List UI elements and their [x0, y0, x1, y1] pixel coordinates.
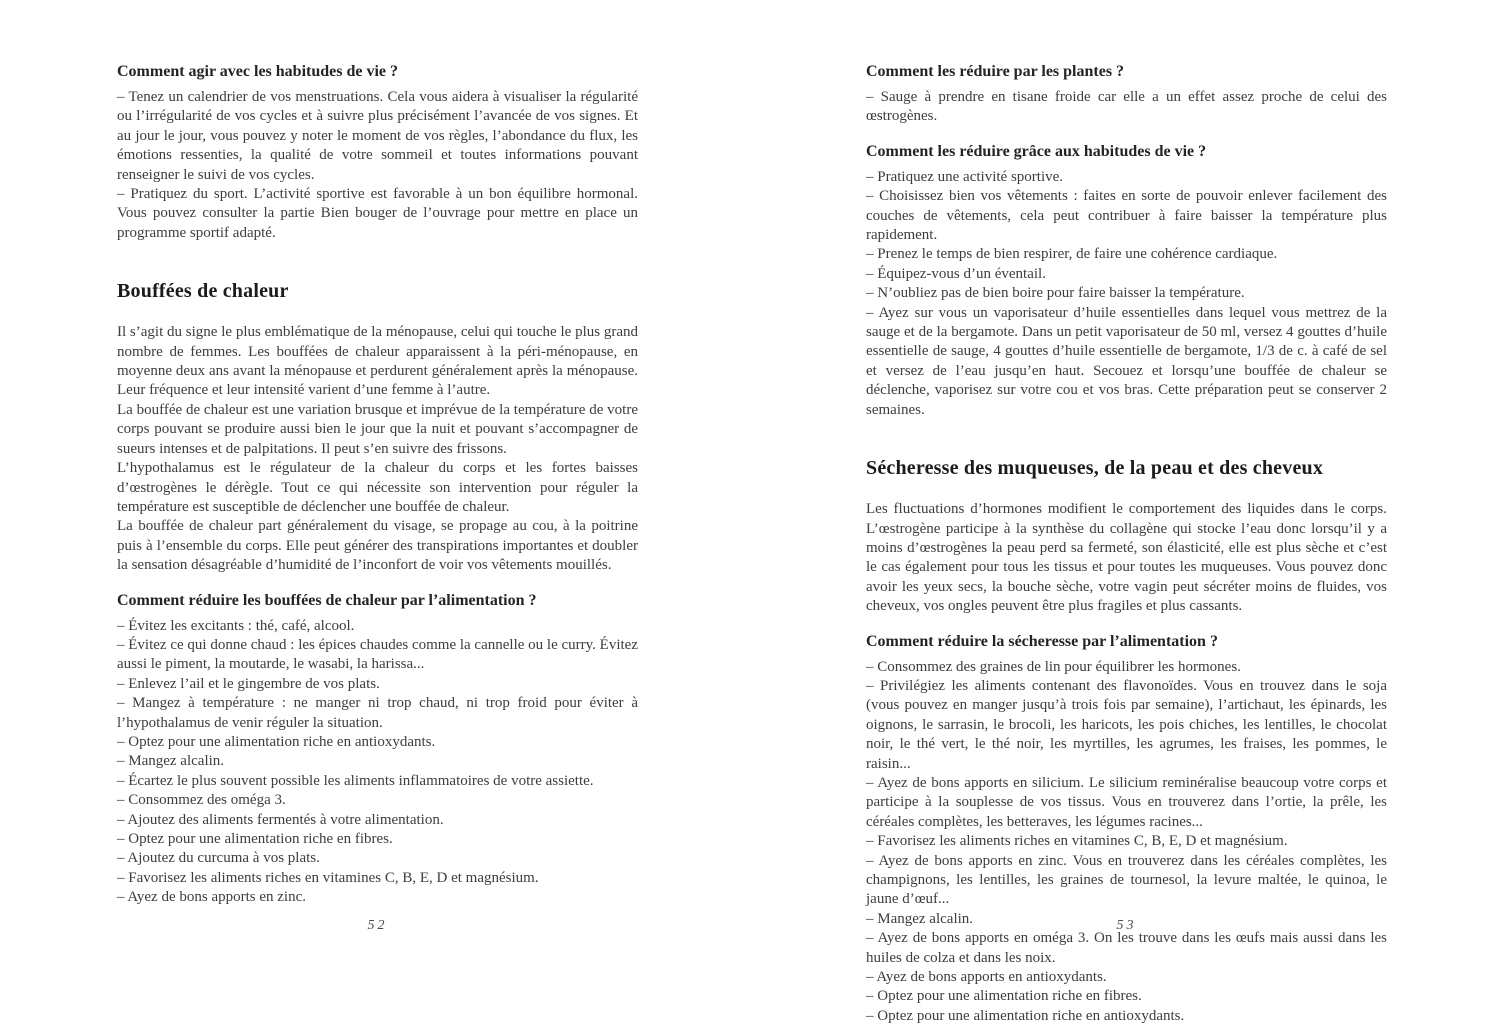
- list-item: – Optez pour une alimentation riche en fibres.: [117, 831, 393, 847]
- list-item: – Optez pour une alimentation riche en antioxydants.: [866, 1007, 1185, 1024]
- section-heading-habits: Comment les réduire grâce aux habitudes de vie ?: [866, 142, 1207, 160]
- page-number-right: 53: [1116, 918, 1137, 933]
- list-item: – Optez pour une alimentation riche en antioxydants.: [117, 733, 436, 750]
- paragraph: La bouffée de chaleur part généralement du visage, se propage au cou, à la poitrine puis à l’ensemble du corps. Elle peut générer des transpirations importantes et doubler la sensation désagréable d’humidité de l’inconfort de voir vos vêtements mouillés.: [117, 518, 638, 574]
- page-number-left: 52: [367, 918, 388, 933]
- list-item: – Évitez les excitants : thé, café, alcool.: [117, 617, 355, 634]
- list-item: – Privilégiez les aliments contenant des flavonoïdes. Vous en trouvez dans le soja (vous pouvez en manger jusqu’à trois fois par semaine), l’artichaut, les épinards, les oignons, le sarrasin, le brocoli, les haricots, les pois chiches, les lentilles, le chocolat noir, le thé vert, le thé noir, les myrtilles, les agrumes, les fraises, les pommes, le raisin...: [866, 677, 1387, 772]
- list-item: – Ayez de bons apports en zinc. Vous en trouverez dans les céréales complètes, les champignons, les lentilles, les graines de tournesol, la levure maltée, le quinoa, le jaune d’œuf...: [866, 852, 1387, 908]
- list-item: – Consommez des graines de lin pour équilibrer les hormones.: [866, 658, 1241, 675]
- list-item: – Prenez le temps de bien respirer, de faire une cohérence cardiaque.: [866, 246, 1278, 263]
- paragraph: Les fluctuations d’hormones modifient le comportement des liquides dans le corps. L’œstrogène participe à la synthèse du collagène qui stocke l’eau donc lorsqu’il y a moins d’œstrogènes la peau perd sa fermeté, son élasticité, elle est plus sèche et c’est le cas également pour tous les tissus et pour toutes les muqueuses. Vous pouvez donc avoir les yeux secs, la bouche sèche, votre vagin peut sécréter moins de fluides, vos cheveux, vos ongles peuvent être plus fragiles et plus cassants.: [866, 501, 1387, 615]
- list-item: – Ayez de bons apports en silicium. Le silicium reminéralise beaucoup votre corps et participe à la souplesse de vos tissus. Vous en trouverez dans l’ortie, la prêle, les céréales complètes, les betteraves, les légumes racines...: [866, 774, 1387, 830]
- paragraph: Il s’agit du signe le plus emblématique de la ménopause, celui qui touche le plus grand nombre de femmes. Les bouffées de chaleur apparaissent à la péri-ménopause, en moyenne deux ans avant la ménopause et perdurent généralement après la ménopause. Leur fréquence et leur intensité varient d’une femme à l’autre.: [117, 324, 638, 399]
- paragraph: La bouffée de chaleur est une variation brusque et imprévue de la température de votre corps pouvant se produire aussi bien le jour que la nuit et pouvant s’accompagner de sueurs intenses et de palpitations. Il peut s’en suivre des frissons.: [117, 401, 638, 457]
- list-item: – Ayez de bons apports en zinc.: [117, 889, 306, 906]
- list-item: – Choisissez bien vos vêtements : faites en sorte de pouvoir enlever facilement des couches de vêtements, cela peut contribuer à faire baisser la température plus rapidement.: [866, 188, 1387, 244]
- list-item: – Ayez de bons apports en oméga 3. On les trouve dans les œufs mais aussi dans les huiles de colza et dans les noix.: [866, 930, 1387, 966]
- list-item: – Mangez alcalin.: [866, 910, 974, 927]
- section-heading-plants: Comment les réduire par les plantes ?: [866, 63, 1125, 80]
- page-right: [866, 0, 1387, 1024]
- section-heading-diet: Comment réduire les bouffées de chaleur par l’alimentation ?: [117, 591, 537, 609]
- list-item: – Équipez-vous d’un éventail.: [866, 265, 1046, 282]
- list-item: – Pratiquez une activité sportive.: [866, 168, 1064, 185]
- chapter-title: Sécheresse des muqueuses, de la peau et des cheveux: [866, 457, 1324, 480]
- list-item: – Ayez de bons apports en antioxydants.: [866, 969, 1107, 986]
- list-item: – Sauge à prendre en tisane froide car elle a un effet assez proche de celui des œstrogènes.: [866, 89, 1387, 125]
- list-item: – Ajoutez du curcuma à vos plats.: [117, 850, 320, 867]
- list-item: – N’oubliez pas de bien boire pour faire baisser la température.: [866, 285, 1245, 302]
- list-item: – Évitez ce qui donne chaud : les épices chaudes comme la cannelle ou le curry. Évitez aussi le piment, la moutarde, le wasabi, la harissa...: [117, 636, 638, 673]
- list-item: – Tenez un calendrier de vos menstruations. Cela vous aidera à visualiser la régularité ou l’irrégularité de vos cycles et à suivre plus précisément l’avancée de vos signes. Et au jour le jour, vous pouvez y noter le moment de vos règles, l’abondance du flux, les émotions ressenties, la qualité de votre sommeil et toutes informations pouvant renseigner le suivi de vos cycles.: [117, 89, 638, 183]
- section-heading-diet: Comment réduire la sécheresse par l’alimentation ?: [866, 632, 1218, 650]
- list-item: – Optez pour une alimentation riche en fibres.: [866, 988, 1142, 1005]
- page-left: [117, 0, 638, 962]
- list-item: – Écartez le plus souvent possible les aliments inflammatoires de votre assiette.: [117, 772, 594, 789]
- list-item: – Mangez alcalin.: [117, 753, 225, 770]
- list-item: – Consommez des oméga 3.: [117, 792, 286, 809]
- list-item: – Enlevez l’ail et le gingembre de vos plats.: [117, 675, 380, 692]
- list-item: – Favorisez les aliments riches en vitamines C, B, E, D et magnésium.: [117, 869, 539, 886]
- list-item: – Favorisez les aliments riches en vitamines C, B, E, D et magnésium.: [866, 833, 1288, 850]
- chapter-title: Bouffées de chaleur: [117, 280, 289, 303]
- list-item: – Pratiquez du sport. L’activité sportive est favorable à un bon équilibre hormonal. Vous pouvez consulter la partie Bien bouger de l’ouvrage pour mettre en place un programme sportif adapté.: [117, 186, 638, 241]
- list-item: – Mangez à température : ne manger ni trop chaud, ni trop froid pour éviter à l’hypothalamus de venir réguler la situation.: [117, 695, 638, 731]
- section-heading-habits: Comment agir avec les habitudes de vie ?: [117, 63, 399, 80]
- list-item: – Ayez sur vous un vaporisateur d’huile essentielles dans lequel vous mettrez de la sauge et de la bergamote. Dans un petit vaporisateur de 50 ml, versez 4 gouttes d’huile essentielle de sauge, 4 gouttes d’huile essentielle de bergamote, 1/3 de c. à café de sel et versez de l’eau jusqu’en haut. Secouez et lorsqu’une bouffée de chaleur se déclenche, vaporisez sur votre cou et vos bras. Cette préparation peut se conserver 2 semaines.: [866, 304, 1387, 418]
- list-item: – Ajoutez des aliments fermentés à votre alimentation.: [117, 811, 444, 828]
- paragraph: L’hypothalamus est le régulateur de la chaleur du corps et les fortes baisses d’œstrogènes le dérègle. Tout ce qui nécessite son intervention pour réguler la température est susceptible de déclencher une bouffée de chaleur.: [117, 460, 638, 515]
